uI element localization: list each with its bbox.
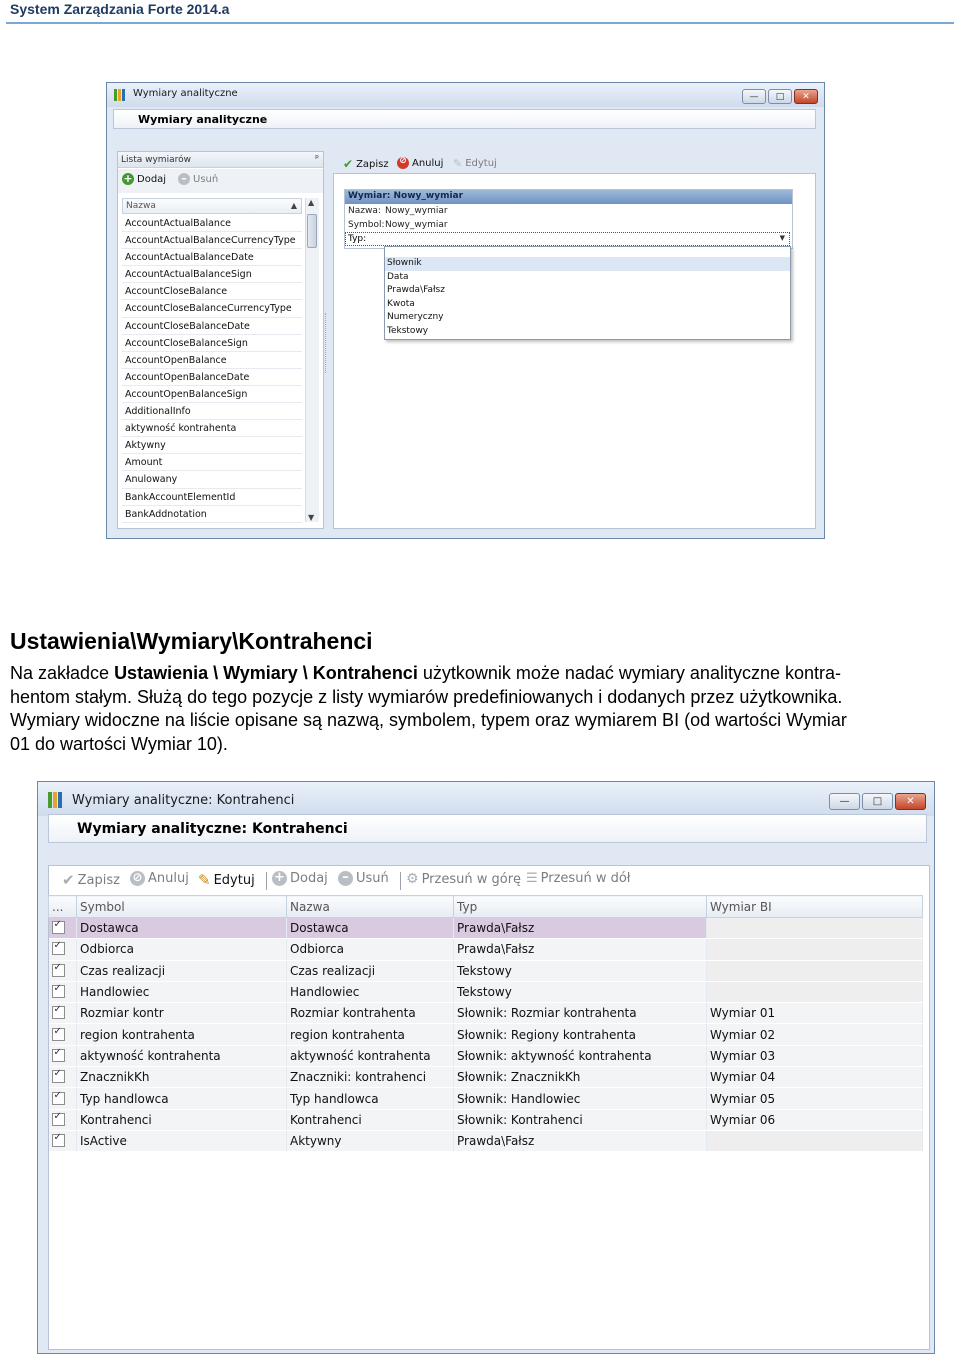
cell-type[interactable]: Prawda\Fałsz — [454, 939, 707, 960]
cell-symbol[interactable]: region kontrahenta — [77, 1024, 287, 1045]
section-heading: Ustawienia\Wymiary\Kontrahenci — [10, 628, 373, 654]
type-dropdown-list — [384, 246, 791, 340]
row-checkbox-cell — [49, 1024, 77, 1045]
grid-header-row — [49, 896, 923, 918]
minimize-button[interactable]: — — [829, 793, 860, 810]
list-item[interactable]: Aktywny — [122, 437, 302, 454]
table-row[interactable] — [49, 1003, 923, 1024]
gear-icon: ⚙ — [406, 871, 419, 887]
list-item[interactable]: AdditionalInfo — [122, 403, 302, 420]
cell-bi-dimension[interactable] — [707, 981, 923, 1002]
document-header — [6, 0, 954, 24]
row-checkbox[interactable] — [52, 921, 65, 934]
edit-button[interactable]: ✎ Edytuj — [198, 871, 255, 889]
row-checkbox[interactable] — [52, 1049, 65, 1062]
dimension-form — [344, 189, 793, 249]
cell-name[interactable]: Dostawca — [287, 918, 454, 939]
name-row — [345, 204, 792, 218]
symbol-field[interactable]: Nowy_wymiar — [385, 220, 448, 230]
scroll-down-icon[interactable]: ▼ — [308, 513, 315, 522]
list-item[interactable]: BankAddnotation — [122, 506, 302, 523]
grid-toolbar — [48, 868, 928, 892]
dimension-form-panel — [333, 173, 816, 529]
cell-type[interactable]: Tekstowy — [454, 981, 707, 1002]
minus-icon: – — [178, 173, 190, 185]
cell-name[interactable]: Typ handlowca — [287, 1088, 454, 1109]
window-header: Wymiary analityczne: Kontrahenci — [48, 814, 927, 843]
table-row[interactable] — [49, 981, 923, 1002]
paragraph-1-line-2: hentom stałym. Służą do tego pozycje z listy wymiarów predefiniowanych i dodanych przez użytkownika. — [10, 686, 843, 707]
name-label: Nazwa: — [348, 206, 381, 216]
cell-symbol[interactable]: Czas realizacji — [77, 960, 287, 981]
cell-name[interactable]: Kontrahenci — [287, 1109, 454, 1130]
cell-symbol[interactable]: IsActive — [77, 1130, 287, 1151]
cell-type[interactable]: Tekstowy — [454, 960, 707, 981]
column-header-name[interactable]: Nazwa — [287, 896, 454, 918]
form-toolbar — [333, 151, 814, 173]
list-item[interactable]: aktywność kontrahenta — [122, 420, 302, 437]
window-titlebar — [107, 83, 824, 107]
app-icon — [48, 792, 62, 808]
cell-symbol[interactable]: Rozmiar kontr — [77, 1003, 287, 1024]
table-row[interactable] — [49, 960, 923, 981]
cell-bi-dimension[interactable] — [707, 939, 923, 960]
list-item[interactable]: AccountOpenBalance — [122, 352, 302, 369]
row-checkbox-cell — [49, 1045, 77, 1066]
cancel-icon: ⊘ — [130, 871, 145, 886]
close-button[interactable]: ✕ — [895, 793, 926, 810]
move-up-button[interactable]: ⚙ Przesuń w górę — [406, 871, 522, 887]
row-checkbox[interactable] — [52, 1028, 65, 1041]
row-checkbox-cell — [49, 1003, 77, 1024]
row-checkbox-cell — [49, 918, 77, 939]
list-item[interactable]: AccountActualBalanceSign — [122, 266, 302, 283]
add-button[interactable]: + Dodaj — [272, 871, 328, 886]
grid-body — [49, 918, 923, 1152]
table-row[interactable] — [49, 1109, 923, 1130]
cell-symbol[interactable]: ZnacznikKh — [77, 1067, 287, 1088]
save-button[interactable]: ✔ Zapisz — [62, 871, 120, 889]
minimize-button[interactable]: — — [742, 89, 766, 104]
delete-button[interactable]: – Usuń — [178, 173, 218, 185]
save-button[interactable]: ✔ Zapisz — [343, 157, 389, 171]
dropdown-option[interactable]: Prawda\Fałsz — [387, 285, 445, 295]
dropdown-empty-option[interactable] — [385, 247, 790, 257]
type-select[interactable] — [345, 232, 790, 246]
list-item[interactable]: AccountCloseBalanceCurrencyType — [122, 300, 302, 317]
cell-bi-dimension[interactable]: Wymiar 05 — [707, 1088, 923, 1109]
cell-name[interactable]: aktywność kontrahenta — [287, 1045, 454, 1066]
table-row[interactable] — [49, 1088, 923, 1109]
cell-name[interactable]: Znaczniki: kontrahenci — [287, 1067, 454, 1088]
list-item[interactable]: AccountCloseBalanceSign — [122, 335, 302, 352]
dimensions-list-panel — [117, 151, 324, 529]
table-row[interactable] — [49, 1067, 923, 1088]
dropdown-option[interactable]: Kwota — [387, 298, 415, 309]
cell-symbol[interactable]: Kontrahenci — [77, 1109, 287, 1130]
table-row[interactable] — [49, 939, 923, 960]
list-item[interactable]: BankAccountElementId — [122, 489, 302, 506]
minus-icon: – — [338, 871, 353, 886]
plus-icon: + — [123, 172, 133, 185]
check-icon: ✔ — [62, 871, 75, 889]
list-item[interactable]: AccountActualBalanceCurrencyType — [122, 232, 302, 249]
paragraph-2-line-1: Wymiary widoczne na liście opisane są nazwą, symbolem, typem oraz wymiarem BI (od wartości Wymiar — [10, 710, 847, 730]
list-icon: ☰ — [526, 871, 538, 886]
dropdown-option[interactable]: Tekstowy — [387, 325, 429, 336]
cell-bi-dimension[interactable]: Wymiar 03 — [707, 1045, 923, 1066]
section-body — [10, 662, 955, 756]
cancel-button[interactable]: ⊘ Anuluj — [397, 157, 443, 169]
edit-button[interactable]: ✎ Edytuj — [453, 157, 497, 170]
row-checkbox-cell — [49, 981, 77, 1002]
table-row[interactable] — [49, 1130, 923, 1151]
cell-type[interactable]: Prawda\Fałsz — [454, 918, 707, 939]
dimensions-list — [122, 215, 302, 523]
column-header-bi-dimension[interactable]: Wymiar BI — [707, 896, 923, 918]
table-row[interactable] — [49, 1045, 923, 1066]
scroll-up-icon[interactable]: ▲ — [308, 198, 315, 207]
maximize-button[interactable]: □ — [768, 89, 792, 104]
row-checkbox-cell — [49, 1130, 77, 1151]
list-item[interactable]: Amount — [122, 454, 302, 471]
row-checkbox-cell — [49, 1088, 77, 1109]
row-checkbox[interactable] — [52, 985, 65, 998]
cell-bi-dimension[interactable] — [707, 918, 923, 939]
table-row[interactable] — [49, 1024, 923, 1045]
cell-type[interactable]: Słownik: ZnacznikKh — [454, 1067, 707, 1088]
window-title: Wymiary analityczne: Kontrahenci — [72, 793, 295, 808]
row-checkbox[interactable] — [52, 964, 65, 977]
name-field[interactable]: Nowy_wymiar — [385, 206, 448, 216]
cell-name[interactable]: Odbiorca — [287, 939, 454, 960]
paragraph-2-line-2: 01 do wartości Wymiar 10). — [10, 733, 228, 754]
row-checkbox[interactable] — [52, 1113, 65, 1126]
dropdown-option[interactable]: Data — [387, 271, 409, 282]
document-header-title: System Zarządzania Forte 2014.a — [10, 1, 230, 17]
row-checkbox-cell — [49, 1067, 77, 1088]
close-button[interactable]: ✕ — [794, 89, 818, 104]
pencil-icon: ✎ — [453, 157, 463, 170]
dropdown-option[interactable]: Słownik — [385, 257, 790, 271]
delete-button[interactable]: – Usuń — [338, 871, 389, 886]
cell-bi-dimension[interactable] — [707, 960, 923, 981]
window-title: Wymiary analityczne — [133, 88, 238, 99]
maximize-button[interactable]: □ — [862, 793, 893, 810]
window-controls — [829, 793, 926, 810]
cell-symbol[interactable]: Odbiorca — [77, 939, 287, 960]
window-controls — [742, 89, 818, 104]
form-title: Wymiar: Nowy_wymiar — [345, 190, 792, 204]
paragraph-1-line-1: Na zakładce Ustawienia \ Wymiary \ Kontrahenci użytkownik może nadać wymiary analityczne kontra- — [10, 663, 841, 683]
window-header: Wymiary analityczne — [113, 109, 816, 129]
dimensions-grid — [48, 895, 923, 1152]
list-item[interactable]: Anulowany — [122, 471, 302, 488]
symbol-row — [345, 218, 792, 232]
cell-bi-dimension[interactable]: Wymiar 02 — [707, 1024, 923, 1045]
cell-name[interactable]: Rozmiar kontrahenta — [287, 1003, 454, 1024]
plus-icon: + — [272, 871, 287, 886]
list-item[interactable]: AccountCloseBalanceDate — [122, 318, 302, 335]
list-item[interactable]: AccountOpenBalanceSign — [122, 386, 302, 403]
chevron-down-icon[interactable]: ▼ — [779, 234, 785, 242]
cell-type[interactable]: Słownik: Regiony kontrahenta — [454, 1024, 707, 1045]
symbol-label: Symbol: — [348, 220, 385, 230]
dimensions-window — [106, 82, 825, 539]
cancel-icon: ⊘ — [397, 157, 409, 169]
cell-type[interactable]: Słownik: Rozmiar kontrahenta — [454, 1003, 707, 1024]
cell-symbol[interactable]: Handlowiec — [77, 981, 287, 1002]
toolbar-separator — [400, 872, 401, 890]
row-checkbox[interactable] — [52, 1134, 65, 1147]
app-icon — [114, 89, 125, 101]
list-item[interactable]: AccountCloseBalance — [122, 283, 302, 300]
cell-name[interactable]: Handlowiec — [287, 981, 454, 1002]
cancel-button[interactable]: ⊘ Anuluj — [130, 871, 189, 886]
cell-symbol[interactable]: aktywność kontrahenta — [77, 1045, 287, 1066]
column-header-type[interactable]: Typ — [454, 896, 707, 918]
check-icon: ✔ — [343, 157, 354, 171]
window-titlebar — [38, 782, 934, 816]
cell-name[interactable]: Czas realizacji — [287, 960, 454, 981]
cell-type[interactable]: Słownik: Handlowiec — [454, 1088, 707, 1109]
column-header-name[interactable]: Nazwa ▲ — [122, 198, 302, 214]
table-row[interactable] — [49, 918, 923, 939]
pin-icon[interactable]: ᵖ — [315, 154, 319, 164]
list-item[interactable]: AccountActualBalanceDate — [122, 249, 302, 266]
cell-bi-dimension[interactable]: Wymiar 06 — [707, 1109, 923, 1130]
row-checkbox-cell — [49, 1109, 77, 1130]
cell-symbol[interactable]: Typ handlowca — [77, 1088, 287, 1109]
contractor-dimensions-window — [37, 781, 935, 1354]
vertical-scrollbar[interactable] — [305, 198, 319, 522]
cell-symbol[interactable]: Dostawca — [77, 918, 287, 939]
cell-type[interactable]: Prawda\Fałsz — [454, 1130, 707, 1151]
row-checkbox[interactable] — [52, 1092, 65, 1105]
type-label: Typ: — [348, 234, 367, 244]
cell-type[interactable]: Słownik: aktywność kontrahenta — [454, 1045, 707, 1066]
scrollbar-thumb[interactable] — [307, 214, 317, 248]
panel-toolbar — [118, 169, 323, 193]
row-checkbox-cell — [49, 939, 77, 960]
column-header-select[interactable]: ... — [49, 896, 77, 918]
dropdown-option[interactable]: Numeryczny — [387, 312, 444, 322]
row-checkbox[interactable] — [52, 1006, 65, 1019]
add-button[interactable]: + Dodaj — [123, 172, 167, 185]
sort-asc-icon: ▲ — [290, 201, 297, 210]
column-header-symbol[interactable]: Symbol — [77, 896, 287, 918]
panel-title: Lista wymiarów — [118, 152, 323, 168]
row-checkbox-cell — [49, 960, 77, 981]
row-checkbox[interactable] — [52, 1070, 65, 1083]
cell-name[interactable]: Aktywny — [287, 1130, 454, 1151]
cell-bi-dimension[interactable]: Wymiar 04 — [707, 1067, 923, 1088]
cell-name[interactable]: region kontrahenta — [287, 1024, 454, 1045]
toolbar-separator — [266, 872, 267, 890]
cell-bi-dimension[interactable] — [707, 1130, 923, 1151]
move-down-button[interactable]: ☰ Przesuń w dół — [526, 871, 631, 886]
list-item[interactable]: AccountOpenBalanceDate — [122, 369, 302, 386]
row-checkbox[interactable] — [52, 942, 65, 955]
panel-splitter[interactable] — [325, 313, 330, 373]
cell-bi-dimension[interactable]: Wymiar 01 — [707, 1003, 923, 1024]
list-item[interactable]: AccountActualBalance — [122, 215, 302, 232]
cell-type[interactable]: Słownik: Kontrahenci — [454, 1109, 707, 1130]
pencil-icon: ✎ — [198, 871, 211, 889]
